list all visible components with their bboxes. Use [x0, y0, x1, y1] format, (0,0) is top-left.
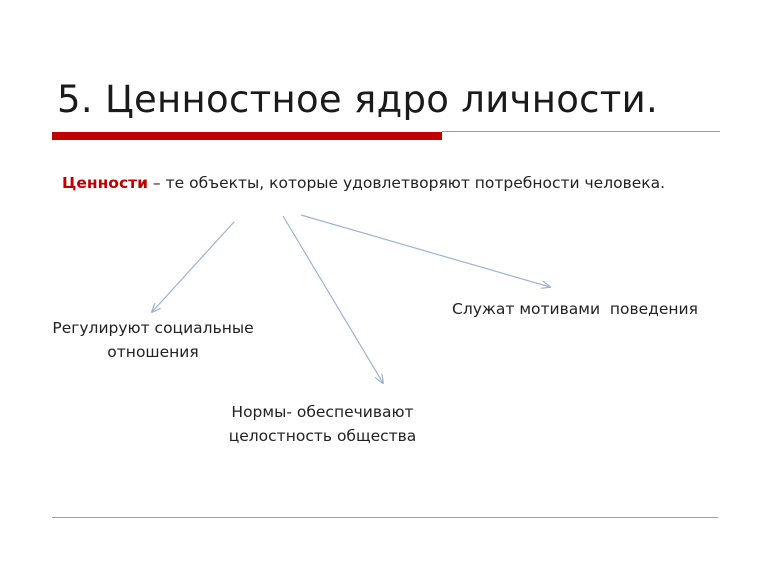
node-norms-line1: Нормы- обеспечивают — [231, 403, 414, 421]
slide-title: 5. Ценностное ядро личности. — [57, 78, 659, 121]
arrow-to-motives — [301, 215, 550, 287]
node-motives — [420, 297, 730, 321]
node-motives-line1: Служат мотивами поведения — [452, 300, 698, 318]
node-regulate-line1: Регулируют социальные — [52, 319, 254, 337]
node-regulate-line2: отношения — [107, 343, 199, 361]
node-norms — [200, 400, 445, 448]
node-norms-line2: целостность общества — [228, 427, 417, 445]
node-regulate-relations — [28, 316, 278, 364]
arrow-to-norms — [283, 216, 383, 383]
definition-body: – те объекты, которые удовлетворяют потребности человека. — [148, 174, 666, 192]
definition-term: Ценности — [62, 174, 148, 192]
footer-rule — [52, 517, 718, 518]
arrow-to-regulate — [152, 222, 234, 312]
